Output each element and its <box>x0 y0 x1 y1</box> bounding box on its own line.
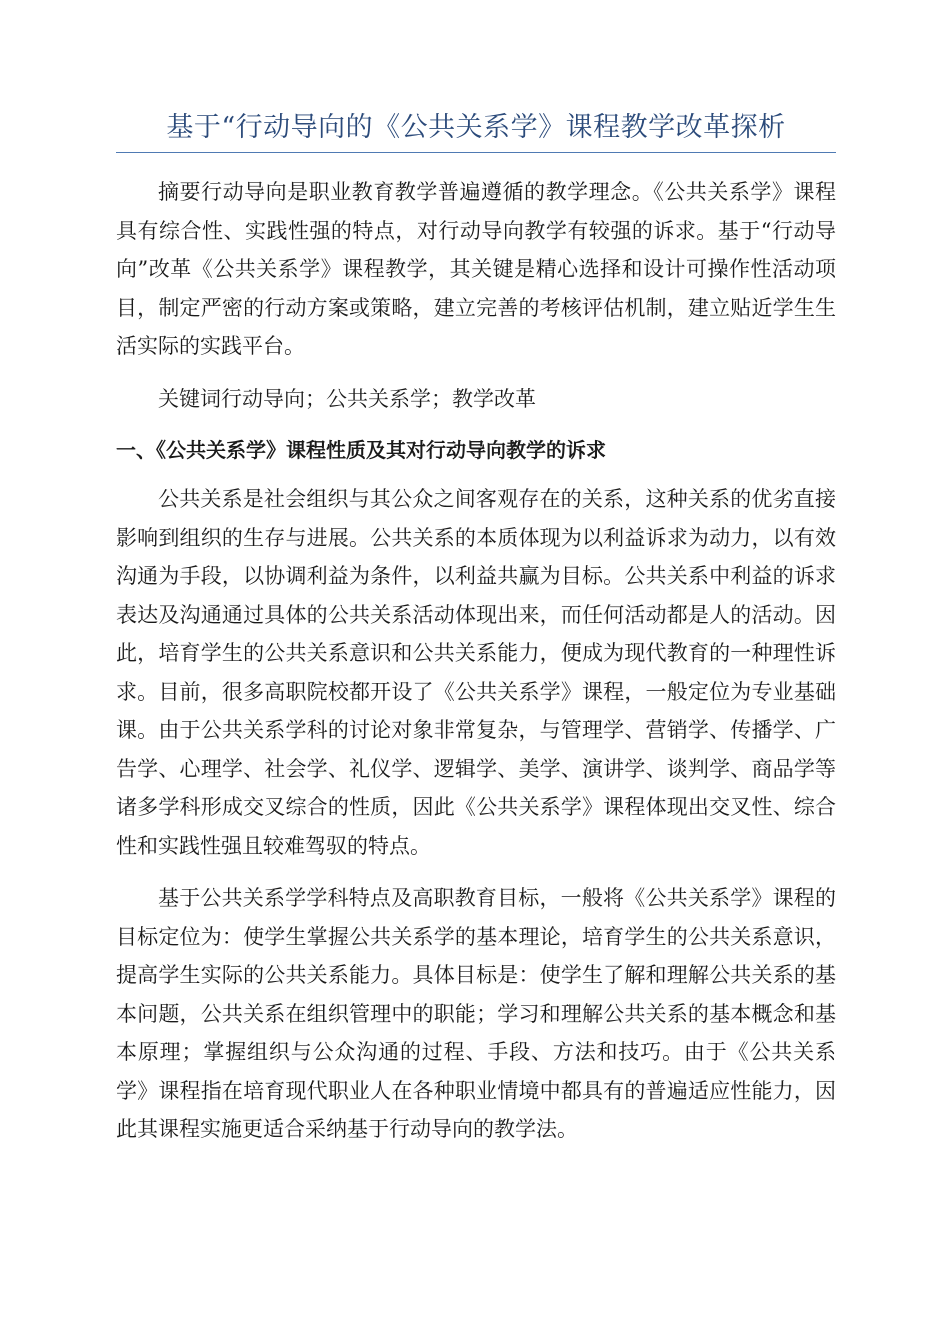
body-paragraph-1: 公共关系是社会组织与其公众之间客观存在的关系，这种关系的优劣直接影响到组织的生存与进展。公共关系的本质体现为以利益诉求为动力，以有效沟通为手段，以协调利益为条件，以利益共赢为目标。公共关系中利益的诉求表达及沟通通过具体的公共关系活动体现出来，而任何活动都是人的活动。因此，培育学生的公共关系意识和公共关系能力，便成为现代教育的一种理性诉求。目前，很多高职院校都开设了《公共关系学》课程，一般定位为专业基础课。由于公共关系学科的讨论对象非常复杂，与管理学、营销学、传播学、广告学、心理学、社会学、礼仪学、逻辑学、美学、演讲学、谈判学、商品学等诸多学科形成交叉综合的性质，因此《公共关系学》课程体现出交叉性、综合性和实践性强且较难驾驭的特点。 <box>116 487 836 858</box>
section-heading: 一、《公共关系学》课程性质及其对行动导向教学的诉求 <box>116 438 606 462</box>
abstract-paragraph: 摘要行动导向是职业教育教学普遍遵循的教学理念。《公共关系学》课程具有综合性、实践性强的特点，对行动导向教学有较强的诉求。基于“行动导向”改革《公共关系学》课程教学，其关键是精心选择和设计可操作性活动项目，制定严密的行动方案或策略，建立完善的考核评估机制，建立贴近学生生活实际的实践平台。 <box>116 180 836 358</box>
document-title: 基于“行动导向的《公共关系学》课程教学改革探析 <box>116 108 836 153</box>
keywords-paragraph: 关键词行动导向；公共关系学；教学改革 <box>158 386 536 411</box>
document-page <box>116 108 836 1149</box>
body-paragraph-2: 基于公共关系学学科特点及高职教育目标，一般将《公共关系学》课程的目标定位为：使学生掌握公共关系学的基本理论，培育学生的公共关系意识，提高学生实际的公共关系能力。具体目标是：使学生了解和理解公共关系的基本问题，公共关系在组织管理中的职能；学习和理解公共关系的基本概念和基本原理；掌握组织与公众沟通的过程、手段、方法和技巧。由于《公共关系学》课程指在培育现代职业人在各种职业情境中都具有的普遍适应性能力，因此其课程实施更适合采纳基于行动导向的教学法。 <box>116 886 836 1141</box>
